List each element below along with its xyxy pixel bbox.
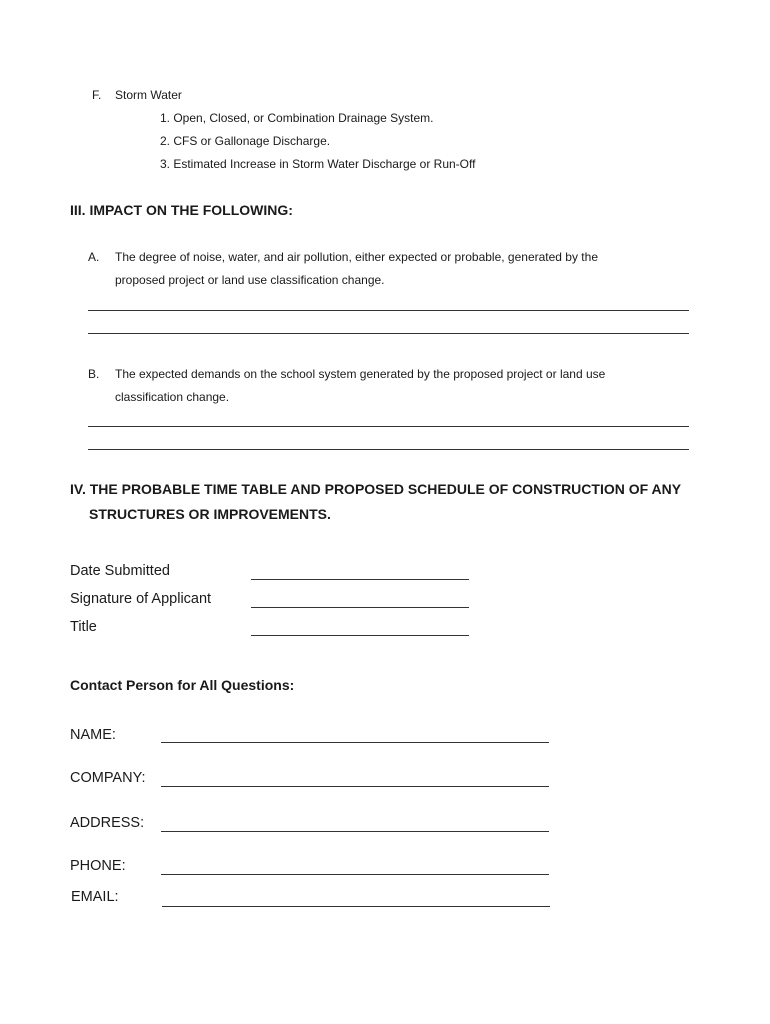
title-label: Title (70, 619, 97, 635)
storm-water-item-1: 1. Open, Closed, or Combination Drainage System. (160, 111, 434, 125)
signature-label: Signature of Applicant (70, 591, 212, 607)
name-field[interactable] (161, 742, 549, 743)
date-submitted-label: Date Submitted (70, 563, 170, 579)
email-field[interactable] (162, 906, 550, 907)
storm-water-item-3: 3. Estimated Increase in Storm Water Discharge or Run-Off (160, 157, 476, 171)
storm-water-title: Storm Water (115, 88, 182, 102)
item-a-answer-line-2[interactable] (88, 333, 689, 334)
address-label: ADDRESS: (70, 815, 145, 831)
phone-label: PHONE: (70, 858, 126, 874)
item-b-answer-line-1[interactable] (88, 426, 689, 427)
company-label: COMPANY: (70, 770, 146, 786)
storm-water-item-2: 2. CFS or Gallonage Discharge. (160, 134, 331, 148)
item-a-answer-line-1[interactable] (88, 310, 689, 311)
phone-field[interactable] (161, 874, 549, 875)
section-4-heading-line-1: IV. THE PROBABLE TIME TABLE AND PROPOSED SCHEDULE OF CONSTRUCTION OF ANY (70, 481, 682, 497)
name-label: NAME: (70, 727, 116, 743)
storm-water-letter: F. (92, 88, 102, 102)
item-a-letter: A. (88, 250, 100, 264)
date-submitted-field[interactable] (251, 579, 469, 580)
section-3-heading: III. IMPACT ON THE FOLLOWING: (70, 202, 293, 218)
address-field[interactable] (161, 831, 549, 832)
item-b-letter: B. (88, 367, 100, 381)
contact-heading: Contact Person for All Questions: (70, 677, 295, 693)
item-a-text-line-1: The degree of noise, water, and air pollution, either expected or probable, generated by the (115, 250, 598, 264)
item-b-text-line-2: classification change. (115, 390, 230, 404)
item-a-text-line-2: proposed project or land use classification change. (115, 273, 385, 287)
company-field[interactable] (161, 786, 549, 787)
email-label: EMAIL: (71, 889, 119, 905)
signature-field[interactable] (251, 607, 469, 608)
title-field[interactable] (251, 635, 469, 636)
item-b-text-line-1: The expected demands on the school system generated by the proposed project or land use (115, 367, 606, 381)
item-b-answer-line-2[interactable] (88, 449, 689, 450)
section-4-heading-line-2: STRUCTURES OR IMPROVEMENTS. (89, 506, 331, 522)
